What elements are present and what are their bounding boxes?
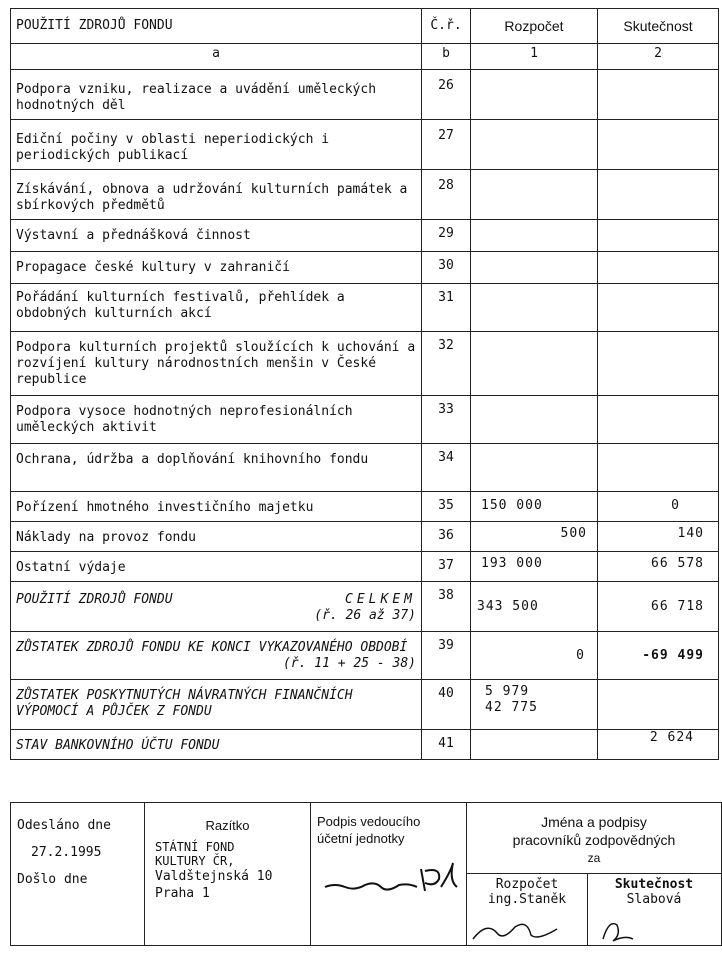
row-budget <box>471 396 598 444</box>
names-label-3: za <box>587 851 601 865</box>
row-label: Ochrana, údržba a doplňování knihovního fondu <box>11 444 422 492</box>
row-number: 35 <box>422 492 471 522</box>
bank-row <box>11 730 719 760</box>
total-sub: (ř. 26 až 37) <box>314 608 416 623</box>
row-number: 39 <box>422 632 471 680</box>
actual-label: Skutečnost <box>614 877 694 892</box>
table-row <box>11 444 719 492</box>
subheader-1: 1 <box>471 44 598 70</box>
table-row <box>11 332 719 396</box>
loans-budget-1: 5 979 <box>485 684 530 699</box>
row-actual: 140 <box>598 522 719 552</box>
stamp-line2: KULTURY ČR, <box>155 854 235 868</box>
header-col-a: POUŽITÍ ZDROJŮ FONDU <box>11 9 422 44</box>
row-number: 40 <box>422 680 471 730</box>
row-label: Ediční počiny v oblasti neperiodických i periodických publikací <box>11 120 422 170</box>
table-row <box>11 396 719 444</box>
loans-actual <box>598 680 719 730</box>
total-label: POUŽITÍ ZDROJŮ FONDU <box>16 592 173 607</box>
funds-usage-table <box>10 8 719 760</box>
row-budget: 150 000 <box>471 492 598 522</box>
total-actual: 66 718 <box>598 582 719 632</box>
balance-budget: 0 <box>471 632 598 680</box>
row-number: 31 <box>422 284 471 332</box>
received-label: Došlo dne <box>17 872 88 887</box>
total-row <box>11 582 719 632</box>
row-number: 30 <box>422 252 471 284</box>
table-row <box>11 170 719 220</box>
bank-budget <box>471 730 598 760</box>
sent-date: 27.2.1995 <box>31 845 102 860</box>
stamp-line1: STÁTNÍ FOND <box>155 840 235 854</box>
row-budget: 193 000 <box>471 552 598 582</box>
row-number: 38 <box>422 582 471 632</box>
row-label: Výstavní a přednášková činnost <box>11 220 422 252</box>
row-actual: 66 578 <box>598 552 719 582</box>
row-budget <box>471 70 598 120</box>
names-heading <box>467 803 721 867</box>
head-sig-label-1: Podpis vedoucího <box>317 814 421 829</box>
row-label: Podpora vzniku, realizace a uvádění uměleckých hodnotných děl <box>11 70 422 120</box>
row-number: 33 <box>422 396 471 444</box>
row-budget <box>471 252 598 284</box>
row-budget <box>471 170 598 220</box>
names-label-1: Jména a podpisy <box>541 814 647 830</box>
table-row <box>11 70 719 120</box>
responsible-cell <box>467 803 721 945</box>
row-number: 32 <box>422 332 471 396</box>
row-budget <box>471 284 598 332</box>
row-label: Podpora kulturních projektů sloužících k uchování a rozvíjení kultury národnostních menšin v České republice <box>11 332 422 396</box>
row-number: 37 <box>422 552 471 582</box>
row-budget: 500 <box>471 522 598 552</box>
row-number: 28 <box>422 170 471 220</box>
total-celkem: CELKEM <box>345 592 416 607</box>
row-label: Pořízení hmotného investičního majetku <box>11 492 422 522</box>
row-label: Propagace české kultury v zahraničí <box>11 252 422 284</box>
stamp-line4: Praha 1 <box>155 886 210 901</box>
balance-label: ZŮSTATEK ZDROJŮ FONDU KE KONCI VYKAZOVANÉHO OBDOBÍ <box>16 640 408 655</box>
loans-label: ZŮSTATEK POSKYTNUTÝCH NÁVRATNÝCH FINANČNÍCH VÝPOMOCÍ A PŮJČEK Z FONDU <box>11 680 422 730</box>
row-actual <box>598 444 719 492</box>
table-row <box>11 284 719 332</box>
head-signature-cell <box>311 803 467 945</box>
balance-sub: (ř. 11 + 25 - 38) <box>282 656 416 671</box>
bank-label: STAV BANKOVNÍHO ÚČTU FONDU <box>11 730 422 760</box>
row-label: Pořádání kulturních festivalů, přehlídek a obdobných kulturních akcí <box>11 284 422 332</box>
table-row <box>11 492 719 522</box>
loans-row <box>11 680 719 730</box>
row-actual <box>598 220 719 252</box>
stamp-label: Razítko <box>205 818 250 833</box>
header-row <box>11 9 719 44</box>
table-row <box>11 120 719 170</box>
row-number: 34 <box>422 444 471 492</box>
row-actual <box>598 332 719 396</box>
subheader-b: b <box>422 44 471 70</box>
row-actual <box>598 70 719 120</box>
subheader-2: 2 <box>598 44 719 70</box>
sent-label: Odesláno dne <box>17 818 111 833</box>
stamp-cell <box>145 803 311 945</box>
row-label: Získávání, obnova a udržování kulturních památek a sbírkových předmětů <box>11 170 422 220</box>
bank-actual: 2 624 <box>598 730 719 760</box>
row-actual <box>598 120 719 170</box>
row-number: 26 <box>422 70 471 120</box>
subheader-a: a <box>11 44 422 70</box>
head-sig-label-2: účetní jednotky <box>317 831 405 846</box>
dates-cell <box>11 803 145 945</box>
row-label: Ostatní výdaje <box>11 552 422 582</box>
balance-actual: -69 499 <box>598 632 719 680</box>
subheader-row <box>11 44 719 70</box>
table-row <box>11 552 719 582</box>
header-col-budget: Rozpočet <box>471 9 598 44</box>
row-budget <box>471 332 598 396</box>
row-budget <box>471 120 598 170</box>
names-label-2: pracovníků zodpovědných <box>512 832 676 848</box>
budget-label: Rozpočet <box>495 877 559 892</box>
row-actual <box>598 252 719 284</box>
row-label: Podpora vysoce hodnotných neprofesionálních uměleckých aktivit <box>11 396 422 444</box>
loans-budget-2: 42 775 <box>485 700 538 715</box>
row-number: 36 <box>422 522 471 552</box>
signature-block <box>10 802 722 946</box>
row-actual <box>598 284 719 332</box>
row-label: Náklady na provoz fondu <box>11 522 422 552</box>
actual-name: Slabová <box>626 892 682 907</box>
table-row <box>11 522 719 552</box>
row-actual <box>598 396 719 444</box>
budget-name: ing.Staněk <box>487 892 567 907</box>
stamp-line3: Valdštejnská 10 <box>155 869 273 884</box>
head-signature-mark <box>321 861 461 901</box>
row-number: 41 <box>422 730 471 760</box>
header-col-actual: Skutečnost <box>598 9 719 44</box>
responsible-signatures <box>467 915 721 945</box>
row-number: 29 <box>422 220 471 252</box>
table-row <box>11 252 719 284</box>
row-actual <box>598 170 719 220</box>
row-actual: 0 <box>598 492 719 522</box>
row-number: 27 <box>422 120 471 170</box>
header-col-b: Č.ř. <box>422 9 471 44</box>
row-budget <box>471 444 598 492</box>
row-budget <box>471 220 598 252</box>
total-budget: 343 500 <box>471 582 598 632</box>
table-row <box>11 220 719 252</box>
balance-row <box>11 632 719 680</box>
